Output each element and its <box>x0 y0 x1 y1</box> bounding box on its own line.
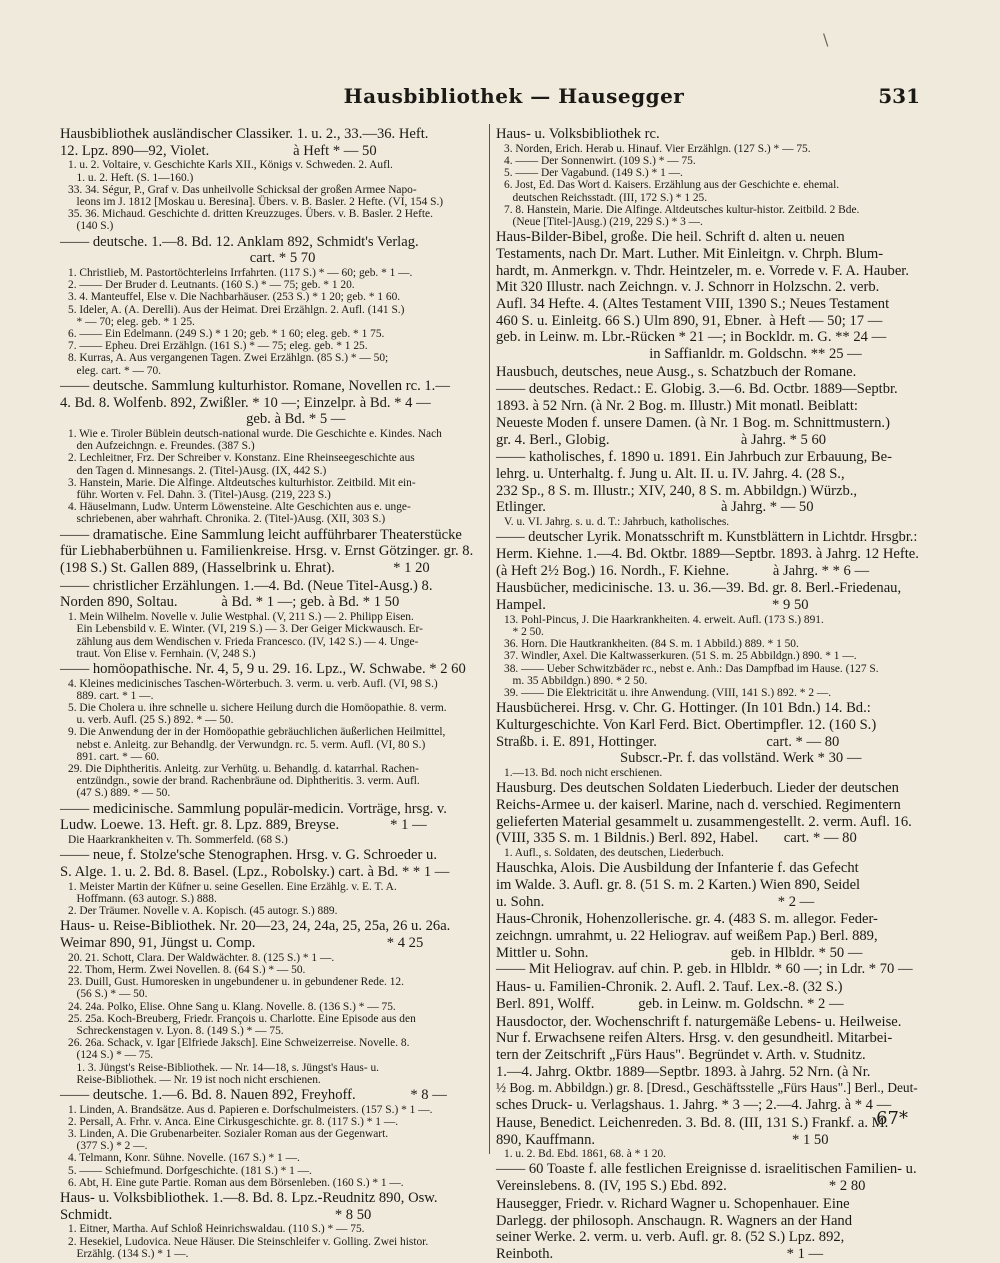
subentry-line: 39. —— Die Elektricität u. ihre Anwendung. (VIII, 141 S.) 892. * 2 —. <box>504 687 832 700</box>
entry-line: Herm. Kiehne. 1.—4. Bd. Oktbr. 1889—Septbr. 1893. à Jahrg. 12 Hefte. <box>496 545 919 562</box>
subentry-line: (Neue [Titel-]Ausg.) (219, 229 S.) * 3 —. <box>504 215 703 228</box>
catalog-entry <box>60 378 484 526</box>
entry-line: Mittler u. Sohn. geb. in Hlbldr. * 50 — <box>496 944 863 961</box>
subentry-line: Reise-Bibliothek. — Nr. 19 ist noch nicht erschienen. <box>68 1073 321 1086</box>
catalog-entry <box>496 1196 922 1263</box>
subentry-line: 36. Horn. Die Hautkrankheiten. (84 S. m. 1 Abbild.) 889. * 1 50. <box>504 638 799 651</box>
subentry-line: 7. 8. Hanstein, Marie. Die Alfinge. Altdeutsches kultur-histor. Zeitbild. 2 Bde. <box>504 203 860 216</box>
entry-line: Mit 320 Illustr. nach Zeichngn. v. J. Schnorr in Holzschn. 2. verb. <box>496 279 880 296</box>
subentry-line: 4. Kleines medicinisches Taschen-Wörterbuch. 3. verm. u. verb. Aufl. (VI, 98 S.) <box>68 677 438 690</box>
catalog-entry <box>60 578 484 660</box>
entry-line: Hausbibliothek ausländischer Classiker. 1. u. 2., 33.—36. Heft. <box>60 126 429 142</box>
subentry-line: 1. Eitner, Martha. Auf Schloß Heinrichswaldau. (110 S.) * — 75. <box>68 1223 365 1236</box>
entry-line: Neueste Moden f. unsere Damen. (à Nr. 1 Bog. m. Schnittmustern.) <box>496 414 890 431</box>
subentry-line: 1. u. 2. Heft. (S. 1—160.) <box>68 171 194 184</box>
entry-line: gr. 4. Berl., Globig. à Jahrg. * 5 60 <box>496 431 827 448</box>
subentry-line: 5. Ideler, A. (A. Derelli). Aus der Heimat. Drei Erzählgn. 2. Aufl. (141 S.) <box>68 303 405 316</box>
subentry-line: 5. —— Der Vagabund. (149 S.) * 1 —. <box>504 167 683 180</box>
entry-line: Schmidt. * 8 50 <box>60 1206 372 1223</box>
catalog-entry <box>60 527 484 577</box>
subentry-line: zählung aus dem Wendischen v. Frieda Francesco. (IV, 142 S.) — 4. Unge- <box>68 635 419 648</box>
entry-line: —— christlicher Erzählungen. 1.—4. Bd. (Neue Titel-Ausg.) 8. <box>60 577 433 594</box>
catalog-entry <box>496 364 922 381</box>
stray-mark: \ <box>823 30 829 49</box>
subentry-line: den Aufzeichngn. e. Freundes. (387 S.) <box>68 440 255 453</box>
subentry-line: 1. 3. Jüngst's Reise-Bibliothek. — Nr. 14—18, s. Jüngst's Haus- u. <box>68 1061 380 1074</box>
entry-line: seiner Werke. 2. verm. u. verb. Aufl. gr. 8. (52 S.) Lpz. 892, <box>496 1229 845 1246</box>
catalog-entry <box>60 661 484 800</box>
entry-line: Haus- u. Familien-Chronik. 2. Aufl. 2. Tauf. Lex.-8. (32 S.) <box>496 979 843 996</box>
catalog-entry <box>496 911 922 978</box>
entry-subentries <box>496 516 922 528</box>
entry-line: Haus- u. Volksbibliothek. 1.—8. Bd. 8. Lpz.-Reudnitz 890, Osw. <box>60 1190 438 1207</box>
subentry-line: 1. Aufl., s. Soldaten, des deutschen, Liederbuch. <box>504 847 724 860</box>
subentry-line: (47 S.) 889. * — 50. <box>68 787 171 800</box>
subentry-line: 3. Linden, A. Die Grubenarbeiter. Sozialer Roman aus der Gegenwart. <box>68 1128 389 1141</box>
entry-line: Hausegger, Friedr. v. Richard Wagner u. Schopenhauer. Eine <box>496 1195 850 1212</box>
subentry-line: 4. Telmann, Konr. Sühne. Novelle. (167 S.) * 1 —. <box>68 1152 300 1165</box>
entry-line: 4. Bd. 8. Wolfenb. 892, Zwißler. * 10 —; Einzelpr. à Bd. * 4 — <box>60 394 431 411</box>
entry-line: 1.—4. Jahrg. Oktbr. 1889—Septbr. 1893. à Jahrg. 52 Nrn. (à Nr. <box>496 1063 871 1080</box>
entry-line: —— katholisches, f. 1890 u. 1891. Ein Jahrbuch zur Erbauung, Be- <box>496 449 892 466</box>
subentry-line: (56 S.) * — 50. <box>68 988 148 1001</box>
subentry-line: Hoffmann. (63 autogr. S.) 888. <box>68 892 217 905</box>
entry-line: Norden 890, Soltau. à Bd. * 1 —; geb. à Bd. * 1 50 <box>60 594 400 611</box>
entry-line: Kulturgeschichte. Von Karl Ferd. Bict. Obertimpfler. 12. (160 S.) <box>496 716 877 733</box>
subentry-line: Die Haarkrankheiten v. Th. Sommerfeld. (68 S.) <box>68 834 288 847</box>
entry-subentries <box>496 767 922 779</box>
entry-line: —— deutsche. 1.—6. Bd. 8. Nauen 892, Freyhoff. * 8 — <box>60 1086 447 1103</box>
entry-line: Hauschka, Alois. Die Ausbildung der Infanterie f. das Gefecht <box>496 860 859 877</box>
subentry-line: Ein Lebensbild v. E. Winter. (VI, 219 S.) — 3. Der Geiger Mickwausch. Er- <box>68 623 423 636</box>
entry-line: Straßb. i. E. 891, Hottinger. cart. * — 80 <box>496 733 840 750</box>
entry-line: zeichngn. umrahmt, u. 22 Heliograv. auf weißem Pap.) Berl. 889, <box>496 928 878 945</box>
catalog-entry <box>60 126 484 233</box>
entry-line: geb. à Bd. * 5 — <box>60 411 346 428</box>
entry-line: Ludw. Loewe. 13. Heft. gr. 8. Lpz. 889, Breyse. * 1 — <box>60 817 427 834</box>
entry-line: Hausburg. Des deutschen Soldaten Liederbuch. Lieder der deutschen <box>496 780 899 797</box>
subentry-line: 5. Die Cholera u. ihre schnelle u. sichere Heilung durch die Homöopathie. 8. verm. <box>68 702 447 715</box>
subentry-line: 3. Hanstein, Marie. Die Alfinge. Altdeutsches kulturhistor. Zeitbild. Mit ein- <box>68 476 416 489</box>
entry-line: ½ Bog. m. Abbildgn.) gr. 8. [Dresd., Geschäftsstelle „Fürs Haus".] Berl., Deut- <box>496 1080 918 1096</box>
subentry-line: 4. —— Der Sonnenwirt. (109 S.) * — 75. <box>504 154 696 167</box>
entry-subentries <box>60 1104 484 1189</box>
subentry-line: 4. Häuselmann, Ludw. Unterm Löwensteine. Alte Geschichten aus e. unge- <box>68 501 411 514</box>
entry-line: Haus-Chronik, Hohenzollerische. gr. 4. (483 S. m. allegor. Feder- <box>496 911 878 928</box>
subentry-line: 891. cart. * — 60. <box>68 750 160 763</box>
subentry-line: Schreckenstagen v. Lyon. 8. (149 S.) * — 75. <box>68 1024 284 1037</box>
entry-subentries <box>60 952 484 1086</box>
page-header <box>108 84 920 114</box>
signature-mark: 67* <box>876 1108 908 1129</box>
catalog-entry <box>496 529 922 579</box>
entry-line: gelieferten Material gesammelt u. zusammengestellt. 2. verm. Aufl. 16. <box>496 813 912 830</box>
subentry-line: 13. Pohl-Pincus, J. Die Haarkrankheiten. 4. erweit. Aufl. (173 S.) 891. <box>504 613 824 626</box>
subentry-line: 2. Hesekiel, Ludovica. Neue Häuser. Die Steinschleifer v. Golling. Zwei histor. <box>68 1235 429 1248</box>
subentry-line: (140 S.) <box>68 220 114 233</box>
subentry-line: 38. —— Ueber Schwitzbäder rc., nebst e. Anh.: Das Dampfbad im Hause. (127 S. <box>504 662 879 675</box>
subentry-line: 1. u. 2. Voltaire, v. Geschichte Karls XII., Königs v. Schweden. 2. Aufl. <box>68 159 393 172</box>
entry-line: Testaments, nach Dr. Mart. Luther. Mit Einleitgn. v. Chrph. Blum- <box>496 245 884 262</box>
entry-line: geb. in Leinw. m. Lbr.-Rücken * 21 —; in Bockldr. m. G. ** 24 — <box>496 329 887 346</box>
catalog-entry <box>496 1014 922 1114</box>
entry-line: u. Sohn. * 2 — <box>496 893 815 910</box>
entry-subentries <box>496 1148 922 1160</box>
subentry-line: 2. Lechleitner, Frz. Der Schreiber v. Konstanz. Eine Rheinseegeschichte aus <box>68 452 415 465</box>
entry-line: 232 Sp., 8 S. m. Illustr.; XIV, 240, 8 S. m. Abbildgn.) Würzb., <box>496 482 858 499</box>
subentry-line: 25. 25a. Koch-Breuberg, Friedr. François u. Charlotte. Eine Episode aus den <box>68 1012 416 1025</box>
subentry-line: 33. 34. Ségur, P., Graf v. Das unheilvolle Schicksal der großen Armee Napo- <box>68 183 417 196</box>
subentry-line: 3. 4. Manteuffel, Else v. Die Nachbarhäuser. (253 S.) * 1 20; geb. * 1 60. <box>68 291 401 304</box>
entry-line: —— deutscher Lyrik. Monatsschrift m. Kunstblättern in Lichtdr. Hrsgbr.: <box>496 529 918 546</box>
entry-subentries <box>60 881 484 918</box>
entry-line: Reichs-Armee u. der kaiserl. Marine, nach d. verschied. Regimentern <box>496 796 901 813</box>
entry-line: (à Heft 2½ Bog.) 16. Nordh., F. Kiehne. à Jahrg. * * 6 — <box>496 562 870 579</box>
entry-subentries <box>60 267 484 377</box>
entry-line: Hausbücher, medicinische. 13. u. 36.—39. Bd. gr. 8. Berl.-Friedenau, <box>496 580 902 597</box>
entry-line: Darlegg. der philosoph. Anschaugn. R. Wagners an der Hand <box>496 1212 853 1229</box>
entry-line: —— neue, f. Stolze'sche Stenographen. Hrsg. v. G. Schroeder u. <box>60 847 437 864</box>
entry-line: (198 S.) St. Gallen 889, (Hasselbrink u. Ehrat). * 1 20 <box>60 560 430 576</box>
catalog-entry <box>496 700 922 779</box>
entry-subentries <box>60 1223 484 1260</box>
entry-subentries <box>496 143 922 228</box>
catalog-entry <box>60 234 484 377</box>
entry-line: für Liebhaberbühnen u. Familienkreise. Hrsg. v. Ernst Götzinger. gr. 8. <box>60 543 474 560</box>
subentry-line: den Tagen d. Minnesangs. 2. (Titel-)Ausg. (IX, 442 S.) <box>68 464 327 477</box>
subentry-line: 24. 24a. Polko, Elise. Ohne Sang u. Klang. Novelle. 8. (136 S.) * — 75. <box>68 1000 396 1013</box>
catalog-entry <box>496 229 922 363</box>
entry-line: Etlinger. à Jahrg. * — 50 <box>496 499 814 516</box>
entry-line: Subscr.-Pr. f. das vollständ. Werk * 30 — <box>496 750 862 767</box>
entry-line: S. Alge. 1. u. 2. Bd. 8. Basel. (Lpz., Robolsky.) cart. à Bd. * * 1 — <box>60 863 450 880</box>
entry-line: Weimar 890, 91, Jüngst u. Comp. * 4 25 <box>60 934 424 951</box>
subentry-line: 9. Die Anwendung der in der Homöopathie gebräuchlichen äußerlichen Heilmittel, <box>68 726 446 739</box>
subentry-line: 889. cart. * 1 —. <box>68 689 154 702</box>
entry-subentries <box>496 847 922 859</box>
subentry-line: 1. Wie e. Tiroler Büblein deutsch-national wurde. Die Geschichte e. Kindes. Nach <box>68 427 442 440</box>
entry-line: hardt, m. Anmerkgn. v. Thdr. Heintzeler, m. e. Vorrede v. F. A. Hauber. <box>496 262 910 279</box>
catalog-entry <box>60 847 484 917</box>
subentry-line: 2. Persall, A. Frhr. v. Anca. Eine Cirkusgeschichte. gr. 8. (117 S.) * 1 —. <box>68 1115 399 1128</box>
subentry-line: 22. Thom, Herm. Zwei Novellen. 8. (64 S.) * — 50. <box>68 963 306 976</box>
entry-subentries <box>60 611 484 660</box>
subentry-line: 23. Duill, Gust. Humoresken in ungebundener u. in gebundener Rede. 12. <box>68 976 404 989</box>
subentry-line: Erzählg. (134 S.) * 1 —. <box>68 1247 189 1260</box>
catalog-entry <box>496 979 922 1012</box>
subentry-line: 5. —— Schiefmund. Dorfgeschichte. (181 S.) * 1 —. <box>68 1164 312 1177</box>
subentry-line: nebst e. Anleitg. zur Behandlg. der Verwundgn. rc. 5. verm. Aufl. (VI, 80 S.) <box>68 738 426 751</box>
subentry-line: 35. 36. Michaud. Geschichte d. dritten Kreuzzuges. Übers. v. B. Basler. 2 Hefte. <box>68 208 433 221</box>
subentry-line: 1. Mein Wilhelm. Novelle v. Julie Westphal. (V, 211 S.) — 2. Philipp Eisen. <box>68 611 414 624</box>
entry-line: Vereinslebens. 8. (IV, 195 S.) Ebd. 892. * 2 80 <box>496 1178 866 1195</box>
entry-line: Hausbücherei. Hrsg. v. Chr. G. Hottinger. (In 101 Bdn.) 14. Bd.: <box>496 700 871 717</box>
subentry-line: (124 S.) * — 75. <box>68 1049 154 1062</box>
subentry-line: * 2 50. <box>504 626 544 638</box>
subentry-line: deutschen Reichsstadt. (III, 172 S.) * 1 25. <box>504 191 708 204</box>
subentry-line: traut. Von Elise v. Fernhain. (V, 248 S.) <box>68 647 256 660</box>
subentry-line: 2. Der Träumer. Novelle v. A. Kopisch. (45 autogr. S.) 889. <box>68 905 338 918</box>
subentry-line: 26. 26a. Schack, v. Igar [Elfriede Jaksch]. Eine Schweizerreise. Novelle. 8. <box>68 1037 410 1050</box>
subentry-line: * — 70; eleg. geb. * 1 25. <box>68 315 195 328</box>
entry-line: —— deutsche. 1.—8. Bd. 12. Anklam 892, Schmidt's Verlag. <box>60 233 419 250</box>
catalog-entry <box>60 918 484 1086</box>
catalog-entry <box>496 860 922 910</box>
entry-subentries <box>60 834 484 846</box>
catalog-entry <box>60 1087 484 1189</box>
subentry-line: 7. —— Epheu. Drei Erzählgn. (161 S.) * — 75; eleg. geb. * 1 25. <box>68 340 368 353</box>
entry-line: Haus- u. Reise-Bibliothek. Nr. 20—23, 24, 24a, 25, 25a, 26 u. 26a. <box>60 918 451 935</box>
subentry-line: 6. Abt, H. Eine gute Partie. Roman aus dem Börsenleben. (160 S.) * 1 —. <box>68 1176 404 1189</box>
entry-line: —— homöopathische. Nr. 4, 5, 9 u. 29. 16. Lpz., W. Schwabe. * 2 60 <box>60 660 466 677</box>
entry-line: —— dramatische. Eine Sammlung leicht aufführbarer Theaterstücke <box>60 526 462 543</box>
entry-line: —— medicinische. Sammlung populär-medicin. Vorträge, hrsg. v. <box>60 800 447 817</box>
subentry-line: 1. u. 2. Bd. Ebd. 1861, 68. à * 1 20. <box>504 1148 666 1161</box>
subentry-line: 1. Linden, A. Brandsätze. Aus d. Papieren e. Dorfschulmeisters. (157 S.) * 1 —. <box>68 1103 433 1116</box>
catalog-entry <box>60 1190 484 1260</box>
subentry-line: V. u. VI. Jahrg. s. u. d. T.: Jahrbuch, katholisches. <box>504 516 730 529</box>
entry-line: Berl. 891, Wolff. geb. in Leinw. m. Goldschn. * 2 — <box>496 995 844 1012</box>
subentry-line: 6. —— Ein Edelmann. (249 S.) * 1 20; geb. * 1 60; eleg. geb. * 1 75. <box>68 328 385 341</box>
entry-line: 890, Kauffmann. * 1 50 <box>496 1131 829 1148</box>
entry-subentries <box>60 428 484 526</box>
entry-line: —— deutsches. Redact.: E. Globig. 3.—6. Bd. Octbr. 1889—Septbr. <box>496 381 898 398</box>
entry-subentries <box>496 614 922 699</box>
entry-line: Hausbuch, deutsches, neue Ausg., s. Schatzbuch der Romane. <box>496 363 857 380</box>
entry-line: Haus- u. Volksbibliothek rc. <box>496 126 660 142</box>
catalog-entry <box>496 126 922 228</box>
catalog-entry <box>496 449 922 528</box>
entry-line: lehrg. u. Unterhaltg. f. Jung u. Alt. II. u. IV. Jahrg. 4. (28 S., <box>496 465 845 482</box>
entry-line: 460 S. u. Einleitg. 66 S.) Ulm 890, 91, Ebner. à Heft — 50; 17 — <box>496 312 883 329</box>
entry-line: —— deutsche. Sammlung kulturhistor. Romane, Novellen rc. 1.— <box>60 377 450 394</box>
entry-line: 1893. à 52 Nrn. (à Nr. 2 Bog. m. Illustr.) Mit monatl. Beiblatt: <box>496 398 858 415</box>
subentry-line: 1. Christlieb, M. Pastortöchterleins Irrfahrten. (117 S.) * — 60; geb. * 1 —. <box>68 267 413 280</box>
entry-line: in Saffianldr. m. Goldschn. ** 25 — <box>496 346 862 363</box>
catalog-entry <box>496 381 922 448</box>
entry-line: Nur f. Erwachsene reifen Alters. Hrsg. v. den gesundheitl. Mitarbei- <box>496 1030 893 1047</box>
entry-line: Hause, Benedict. Leichenreden. 3. Bd. 8. (III, 131 S.) Frankf. a. M. <box>496 1114 889 1131</box>
catalog-entry <box>496 580 922 699</box>
entry-line: —— 60 Toaste f. alle festlichen Ereignisse d. israelitischen Familien- u. <box>496 1161 917 1178</box>
column-divider <box>489 124 490 1154</box>
subentry-line: 29. Die Diphtheritis. Anleitg. zur Verhütg. u. Behandlg. d. katarrhal. Rachen- <box>68 763 419 776</box>
entry-line: Reinboth. * 1 — <box>496 1245 824 1262</box>
entry-line: tern der Zeitschrift „Fürs Haus". Begründet v. Arth. v. Studnitz. <box>496 1046 866 1063</box>
catalog-entry <box>496 780 922 859</box>
subentry-line: eleg. cart. * — 70. <box>68 364 161 377</box>
entry-line: im Walde. 3. Aufl. gr. 8. (51 S. m. 2 Karten.) Wien 890, Seidel <box>496 876 861 893</box>
subentry-line: leons im J. 1812 [Moskau u. Beresina]. Übers. v. B. Basler. 2 Hefte. (VI, 154 S.) <box>68 196 444 209</box>
right-column <box>496 126 922 1262</box>
catalog-entry <box>496 1115 922 1161</box>
subentry-line: 37. Windler, Axel. Die Kaltwasserkuren. (51 S. m. 25 Abbildgn.) 890. * 1 —. <box>504 650 857 663</box>
subentry-line: 8. Kurras, A. Aus vergangenen Tagen. Zwei Erzählgn. (85 S.) * — 50; <box>68 352 389 365</box>
subentry-line: (377 S.) * 2 —. <box>68 1140 148 1153</box>
catalog-entry <box>60 801 484 847</box>
entry-line: (VIII, 335 S. m. 1 Bildnis.) Berl. 892, Habel. cart. * — 80 <box>496 830 857 847</box>
entry-subentries <box>60 678 484 800</box>
subentry-line: schriebenen, aber wahrhaft. Chronika. 2. (Titel-)Ausg. (XII, 303 S.) <box>68 513 386 526</box>
subentry-line: 2. —— Der Bruder d. Leutnants. (160 S.) * — 75; geb. * 1 20. <box>68 279 355 292</box>
subentry-line: 3. Norden, Erich. Herab u. Hinauf. Vier Erzählgn. (127 S.) * — 75. <box>504 142 811 155</box>
subentry-line: entzündgn., sowie der brand. Rachenbräune od. Diphtheritis. 3. verm. Aufl. <box>68 775 420 788</box>
left-column <box>60 126 484 1260</box>
entry-line: Hampel. * 9 50 <box>496 597 809 614</box>
subentry-line: 20. 21. Schott, Clara. Der Waldwächter. 8. (125 S.) * 1 —. <box>68 951 335 964</box>
entry-line: sches Druck- u. Verlagshaus. 1. Jahrg. * 3 —; 2.—4. Jahrg. à * 4 — <box>496 1097 892 1114</box>
entry-line: Haus-Bilder-Bibel, große. Die heil. Schrift d. alten u. neuen <box>496 229 845 246</box>
subentry-line: 1. Meister Martin der Küfner u. seine Gesellen. Eine Erzählg. v. E. T. A. <box>68 880 397 893</box>
subentry-line: m. 35 Abbildgn.) 890. * 2 50. <box>504 674 648 687</box>
subentry-line: führ. Worten v. Fel. Dahn. 3. (Titel-)Ausg. (219, 223 S.) <box>68 488 331 501</box>
entry-line: cart. * 5 70 <box>60 250 316 267</box>
entry-line: Hausdoctor, der. Wochenschrift f. naturgemäße Lebens- u. Heilweise. <box>496 1013 902 1030</box>
entry-subentries <box>60 159 484 232</box>
page-number: 531 <box>878 84 920 108</box>
entry-line: 12. Lpz. 890—92, Violet. à Heft * — 50 <box>60 142 377 159</box>
catalog-entry <box>496 1161 922 1194</box>
subentry-line: 1.—13. Bd. noch nicht erschienen. <box>504 767 663 780</box>
subentry-line: 6. Jost, Ed. Das Wort d. Kaisers. Erzählung aus der Geschichte e. ehemal. <box>504 179 840 192</box>
subentry-line: u. verb. Aufl. (25 S.) 892. * — 50. <box>68 714 234 727</box>
entry-line: Aufl. 34 Hefte. 4. (Altes Testament VIII, 1390 S.; Neues Testament <box>496 295 890 312</box>
entry-line: —— Mit Heliograv. auf chin. P. geb. in Hlbldr. * 60 —; in Ldr. * 70 — <box>496 961 913 978</box>
running-title: Hausbibliothek — Hausegger <box>343 84 685 108</box>
